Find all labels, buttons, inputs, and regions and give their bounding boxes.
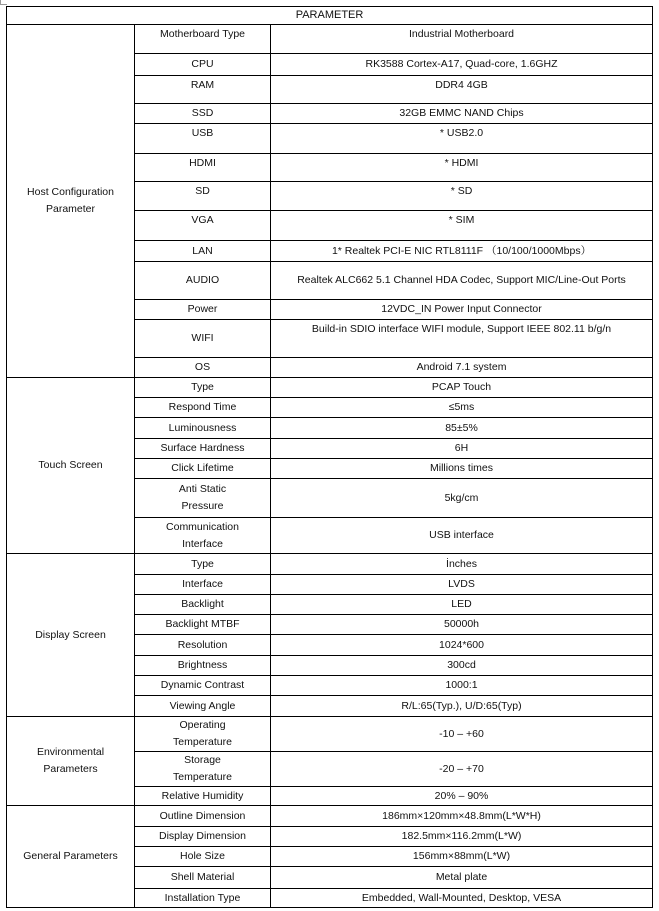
row-label: Respond Time bbox=[135, 398, 271, 418]
row-label: SD bbox=[135, 182, 271, 211]
row-value: * SD bbox=[271, 182, 653, 211]
row-label: Surface Hardness bbox=[135, 439, 271, 459]
row-value: PCAP Touch bbox=[271, 378, 653, 398]
row-value: Realtek ALC662 5.1 Channel HDA Codec, Support MIC/Line-Out Ports bbox=[271, 262, 653, 300]
row-value: 1024*600 bbox=[271, 635, 653, 656]
row-label: WIFI bbox=[135, 320, 271, 358]
table-header-row bbox=[7, 7, 653, 25]
row-value: R/L:65(Typ.), U/D:65(Typ) bbox=[271, 696, 653, 717]
group-env-name: Environmental Parameters bbox=[7, 717, 135, 806]
row-label: Relative Humidity bbox=[135, 787, 271, 806]
row-label: Type bbox=[135, 554, 271, 575]
row-value: Millions times bbox=[271, 459, 653, 479]
row-label: Interface bbox=[135, 575, 271, 595]
parameter-table bbox=[6, 6, 653, 908]
row-value: 5kg/cm bbox=[271, 479, 653, 518]
row-value: 1000:1 bbox=[271, 676, 653, 696]
row-value: 1* Realtek PCI-E NIC RTL8111F （10/100/1000Mbps） bbox=[271, 241, 653, 262]
group-host-name: Host Configuration Parameter bbox=[7, 25, 135, 378]
row-label: Backlight MTBF bbox=[135, 615, 271, 635]
row-label: Display Dimension bbox=[135, 827, 271, 847]
table-row bbox=[7, 378, 653, 398]
row-value: 156mm×88mm(L*W) bbox=[271, 847, 653, 867]
row-label: Dynamic Contrast bbox=[135, 676, 271, 696]
row-label: Power bbox=[135, 300, 271, 320]
row-value: 50000h bbox=[271, 615, 653, 635]
row-label: Storage Temperature bbox=[135, 752, 271, 787]
corner-mark bbox=[0, 0, 7, 5]
row-value: LVDS bbox=[271, 575, 653, 595]
row-label: Anti Static Pressure bbox=[135, 479, 271, 518]
group-general-name: General Parameters bbox=[7, 806, 135, 908]
row-label: Brightness bbox=[135, 656, 271, 676]
row-label: Click Lifetime bbox=[135, 459, 271, 479]
row-label: VGA bbox=[135, 211, 271, 241]
row-value: Build-in SDIO interface WIFI module, Support IEEE 802.11 b/g/n bbox=[271, 320, 653, 358]
row-value: Embedded, Wall-Mounted, Desktop, VESA bbox=[271, 889, 653, 908]
row-value: İnches bbox=[271, 554, 653, 575]
row-value: LED bbox=[271, 595, 653, 615]
row-label: RAM bbox=[135, 76, 271, 104]
row-label: Viewing Angle bbox=[135, 696, 271, 717]
row-value: RK3588 Cortex-A17, Quad-core, 1.6GHZ bbox=[271, 54, 653, 76]
table-row bbox=[7, 717, 653, 752]
row-label: HDMI bbox=[135, 154, 271, 182]
row-label: AUDIO bbox=[135, 262, 271, 300]
row-value: 186mm×120mm×48.8mm(L*W*H) bbox=[271, 806, 653, 827]
row-value: 182.5mm×116.2mm(L*W) bbox=[271, 827, 653, 847]
row-value: * USB2.0 bbox=[271, 124, 653, 154]
row-value: Industrial Motherboard bbox=[271, 25, 653, 54]
row-label: Operating Temperature bbox=[135, 717, 271, 752]
row-value: * SIM bbox=[271, 211, 653, 241]
row-value: 12VDC_IN Power Input Connector bbox=[271, 300, 653, 320]
row-value: 6H bbox=[271, 439, 653, 459]
row-label: Type bbox=[135, 378, 271, 398]
row-value: 32GB EMMC NAND Chips bbox=[271, 104, 653, 124]
row-value: ≤5ms bbox=[271, 398, 653, 418]
row-value: DDR4 4GB bbox=[271, 76, 653, 104]
table-row bbox=[7, 806, 653, 827]
row-label: Resolution bbox=[135, 635, 271, 656]
row-value: USB interface bbox=[271, 518, 653, 554]
row-label: Installation Type bbox=[135, 889, 271, 908]
row-value: -10 – +60 bbox=[271, 717, 653, 752]
row-value: -20 – +70 bbox=[271, 752, 653, 787]
row-value: 85±5% bbox=[271, 418, 653, 439]
table-title: PARAMETER bbox=[7, 7, 653, 25]
row-label: Hole Size bbox=[135, 847, 271, 867]
row-label: SSD bbox=[135, 104, 271, 124]
row-value: 20% – 90% bbox=[271, 787, 653, 806]
row-value: * HDMI bbox=[271, 154, 653, 182]
row-label: LAN bbox=[135, 241, 271, 262]
row-label: Luminousness bbox=[135, 418, 271, 439]
row-label: Shell Material bbox=[135, 867, 271, 889]
row-label: Outline Dimension bbox=[135, 806, 271, 827]
row-label: CPU bbox=[135, 54, 271, 76]
row-label: Backlight bbox=[135, 595, 271, 615]
row-value: 300cd bbox=[271, 656, 653, 676]
group-touch-name: Touch Screen bbox=[7, 378, 135, 554]
row-label: Communication Interface bbox=[135, 518, 271, 554]
row-label: USB bbox=[135, 124, 271, 154]
group-display-name: Display Screen bbox=[7, 554, 135, 717]
row-value: Metal plate bbox=[271, 867, 653, 889]
row-value: Android 7.1 system bbox=[271, 358, 653, 378]
table-row bbox=[7, 554, 653, 575]
table-row bbox=[7, 25, 653, 54]
row-label: OS bbox=[135, 358, 271, 378]
row-label: Motherboard Type bbox=[135, 25, 271, 54]
